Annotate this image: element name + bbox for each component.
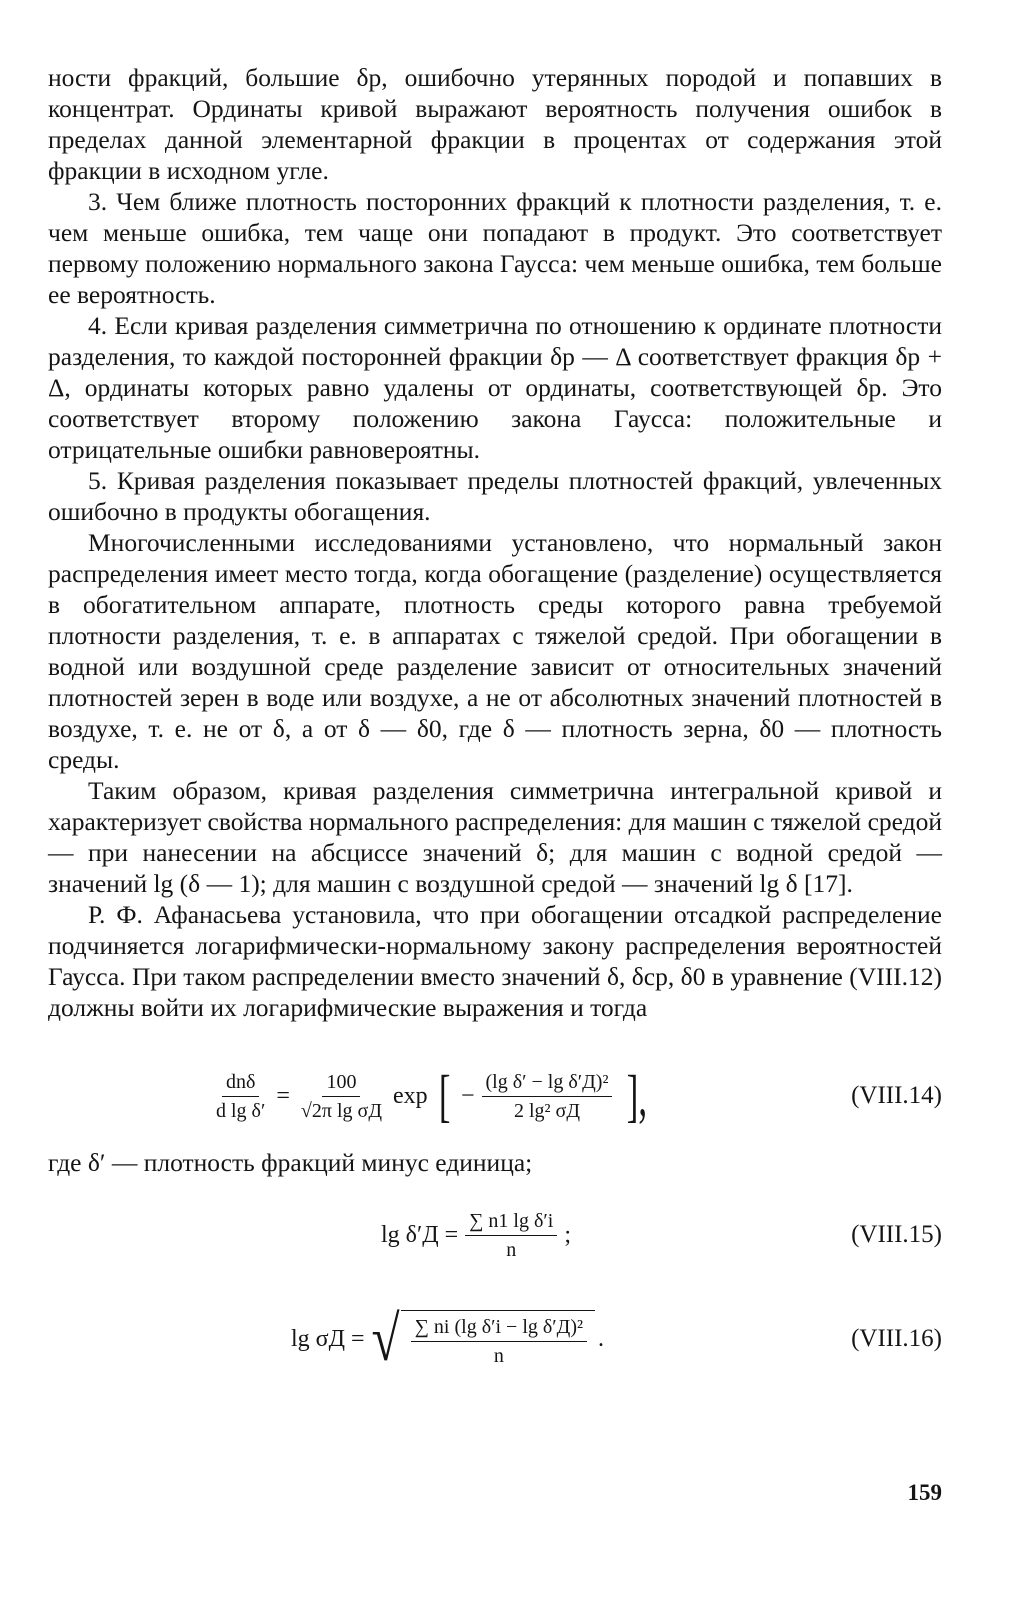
formula-number: (VIII.16) bbox=[851, 1325, 942, 1352]
mean-fraction: $\frac{\text{∑ n1 lg δ′i}}{n}$ bbox=[465, 1209, 557, 1262]
paragraph-item-4: 4. Если кривая разделения симметрична по отношению к ординате плотности разделения, то каждой посторонней фракции δр — Δ соответствует фракция δр + Δ, ординаты которых равно удалены от ординаты, соответствующей δр. Это соответствует второму положению закона Гаусса: положительные и отрицательные ошибки равновероятны. bbox=[48, 311, 942, 464]
formula-number: (VIII.15) bbox=[851, 1221, 942, 1248]
coefficient-fraction: $\frac{100}{\text{√2π lg σД}}$ bbox=[300, 1070, 382, 1122]
variance-fraction: $\frac{\text{∑ ni (lg δ′i − lg δ′Д)²}}{n}$ bbox=[411, 1315, 587, 1368]
paragraph-afanasyeva: Р. Ф. Афанасьева установила, что при обогащении отсадкой распределение подчиняется логарифмически-нормальному закону распределения вероятностей Гаусса. При таком распределении вместо значений δ, δср, δ0 в уравнение (VIII.12) должны войти их логарифмические выражения и тогда bbox=[48, 900, 942, 1022]
where-definition: где δ′ — плотность фракций минус единица; bbox=[48, 1148, 533, 1177]
square-root bbox=[368, 1303, 595, 1374]
formula-number: (VIII.14) bbox=[851, 1082, 942, 1109]
paragraph-item-5: 5. Кривая разделения показывает пределы плотностей фракций, увлеченных ошибочно в продукты обогащения. bbox=[48, 466, 942, 526]
radical-sign-icon: √ bbox=[371, 1303, 400, 1374]
paragraph-conclusion: Таким образом, кривая разделения симметрична интегральной кривой и характеризует свойства нормального распределения: для машин с тяжелой средой — при нанесении на абсциссе значений δ; для машин с водной средой — значений lg (δ — 1); для машин с воздушной средой — значений lg δ [17]. bbox=[48, 776, 942, 898]
page-body bbox=[48, 62, 942, 1382]
formula-viii-14: $\frac{\text{dnδ}}{\text{d lg δ′}}$ = $\frac{100}{\text{√2π lg σД}}$ exp [ − $\frac{\text{(lg δ′ − lg δ′Д)²}}{\text{2 lg² σД}}$ ], (VIII.14) bbox=[48, 1053, 942, 1139]
formula-viii-16: lg σД = √ $\frac{\text{∑ ni (lg δ′i − lg δ′Д)²}}{n}$ . (VIII.16) bbox=[48, 1296, 942, 1382]
page-number: 159 bbox=[907, 1480, 942, 1505]
paragraph-continuation: ности фракций, большие δр, ошибочно утерянных породой и попавших в концентрат. Ординаты кривой выражают вероятность получения ошибок в пределах данной элементарной фракции в процентах от содержания этой фракции в исходном угле. bbox=[48, 63, 942, 185]
exponent-fraction: $\frac{\text{(lg δ′ − lg δ′Д)²}}{\text{2 lg² σД}}$ bbox=[482, 1070, 613, 1123]
paragraph-research: Многочисленными исследованиями установлено, что нормальный закон распределения имеет место тогда, когда обогащение (разделение) осуществляется в обогатительном аппарате, плотность среды которого равна требуемой плотности разделения, т. е. в аппаратах с тяжелой средой. При обогащении в водной или воздушной среде разделение зависит от относительных значений плотностей зерен в воде или воздухе, а не от абсолютных значений плотностей в воздухе, т. е. не от δ, а от δ — δ0, где δ — плотность зерна, δ0 — плотность среды. bbox=[48, 528, 942, 774]
lhs-fraction: $\frac{\text{dnδ}}{\text{d lg δ′}}$ bbox=[216, 1070, 266, 1122]
formula-viii-15: lg δ′Д = $\frac{\text{∑ n1 lg δ′i}}{n}$ ; (VIII.15) bbox=[48, 1192, 942, 1278]
paragraph-item-3: 3. Чем ближе плотность посторонних фракций к плотности разделения, т. е. чем меньше ошибка, тем чаще они попадают в продукт. Это соответствует первому положению нормального закона Гаусса: чем меньше ошибка, тем больше ее вероятность. bbox=[48, 187, 942, 309]
